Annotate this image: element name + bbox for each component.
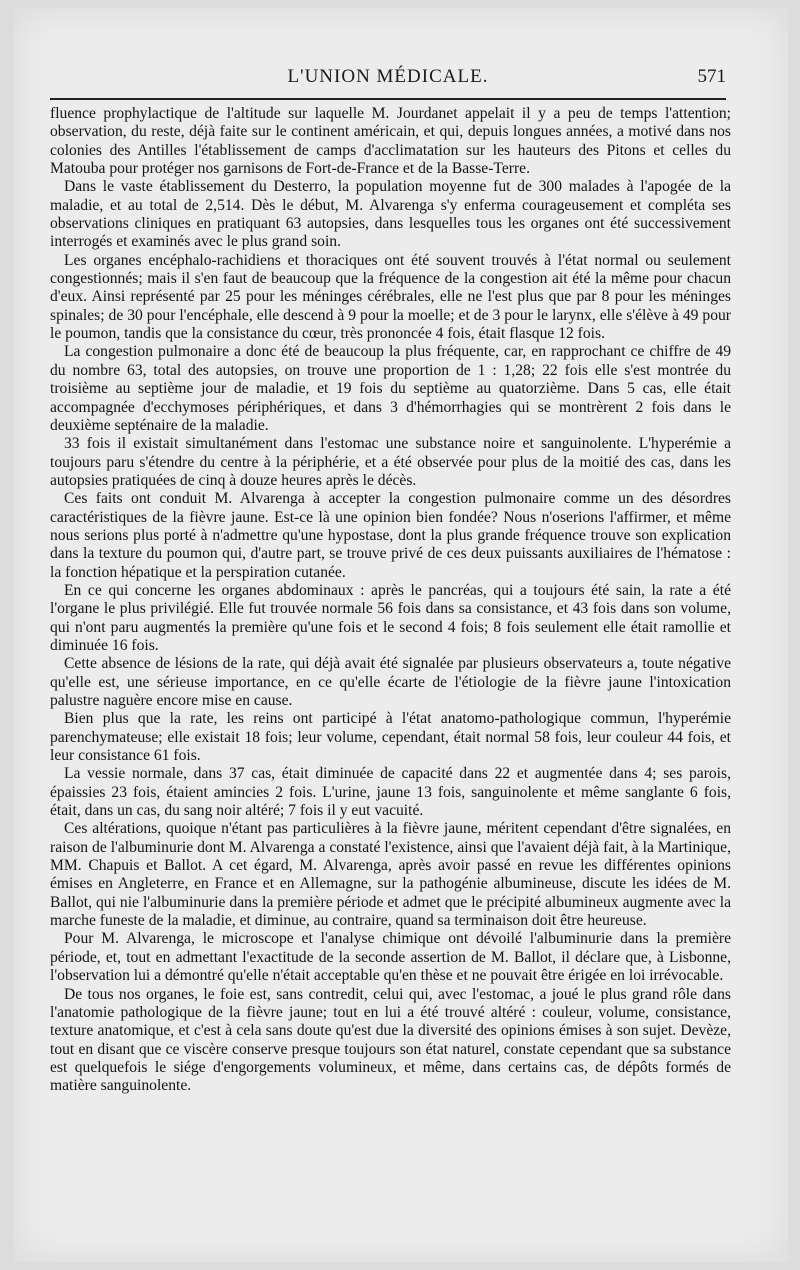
article-body: [50, 105, 731, 1096]
paragraph-4: La congestion pulmonaire a donc été de beaucoup la plus fréquente, car, en rapprochant ce chiffre de 49 du nombre 63, total des autopsies, on trouve une proportion de 1 : 1,28; 22 fois elle s'est montrée du troisième au septième jour de maladie, et 19 fois du septième au quatorzième. Dans 5 cas, elle était accompagnée d'ecchymoses périphériques, et dans 3 d'hémorrhagies qui se montrèrent 2 fois dans le deuxième septénaire de la maladie.: [50, 343, 731, 434]
running-header: [50, 62, 726, 92]
paragraph-2: Dans le vaste établissement du Desterro, la population moyenne fut de 300 malades à l'apogée de la maladie, et au total de 2,514. Dès le début, M. Alvarenga s'y enferma courageusement et compléta ses observations cliniques en pratiquant 63 autopsies, dans lesquelles tous les organes ont été successivement interrogés et examinés avec le plus grand soin.: [50, 178, 731, 251]
paragraph-10: La vessie normale, dans 37 cas, était diminuée de capacité dans 22 et augmentée dans 4; ses parois, épaissies 23 fois, étaient amincies 2 fois. L'urine, jaune 13 fois, sanguinolente et même sanglante 6 fois, était, dans un cas, du sang noir altéré; 7 fois il y eut vacuité.: [50, 765, 731, 820]
paragraph-11: Ces altérations, quoique n'étant pas particulières à la fièvre jaune, méritent cependant d'être signalées, en raison de l'albuminurie dont M. Alvarenga a constaté l'existence, ainsi que l'avaient déjà fait, à la Martinique, MM. Chapuis et Ballot. A cet égard, M. Alvarenga, après avoir passé en revue les différentes opinions émises en Angleterre, en France et en Allemagne, sur la pathogénie albumineuse, discute les idées de M. Ballot, qui nie l'albuminurie dans la première période et admet que le précipité albumineux augmente avec la marche funeste de la maladie, et diminue, au contraire, quand sa terminaison doit être heureuse.: [50, 820, 731, 930]
paragraph-8: Cette absence de lésions de la rate, qui déjà avait été signalée par plusieurs observateurs a, toute négative qu'elle est, une sérieuse importance, en ce qu'elle écarte de l'étiologie de la fièvre jaune l'intoxication palustre naguère encore mise en cause.: [50, 655, 731, 709]
paragraph-1: fluence prophylactique de l'altitude sur laquelle M. Jourdanet appelait il y a peu de temps l'attention; observation, du reste, déjà faite sur le continent américain, et qui, depuis longues années, a motivé dans nos colonies des Antilles l'établissement de camps d'acclimatation sur les hauteurs des Pitons et celles du Matouba pour protéger nos garnisons de Fort-de-France et de la Basse-Terre.: [50, 105, 731, 178]
paragraph-12: Pour M. Alvarenga, le microscope et l'analyse chimique ont dévoilé l'albuminurie dans la première période, et, tout en admettant l'exactitude de la seconde assertion de M. Ballot, il déclare que, à Lisbonne, l'observation lui a démontré qu'elle n'était acceptable qu'en thèse et ne pouvait être érigée en loi irrévocable.: [50, 930, 731, 985]
paragraph-5: 33 fois il existait simultanément dans l'estomac une substance noire et sanguinolente. L'hyperémie a toujours paru s'étendre du centre à la périphérie, et a été observée pour plus de la moitié des cas, dans les autopsies pratiquées de cinq à douze heures après le décès.: [50, 435, 731, 489]
header-rule: [50, 98, 726, 100]
journal-title: L'UNION MÉDICALE.: [287, 66, 489, 87]
paragraph-6: Ces faits ont conduit M. Alvarenga à accepter la congestion pulmonaire comme un des désordres caractéristiques de la fièvre jaune. Est-ce là une opinion bien fondée? Nous n'oserions l'affirmer, et même nous serions plus porté à n'admettre qu'une hypostase, dont la plus grande fréquence trouve son explication dans la texture du poumon qui, d'autre part, se trouve privé de ces deux puissants auxiliaires de l'hématose : la fonction hépatique et la perspiration cutanée.: [50, 490, 731, 581]
paragraph-9: Bien plus que la rate, les reins ont participé à l'état anatomo-pathologique commun, l'hyperémie parenchymateuse; elle existait 18 fois; leur volume, cependant, était normal 58 fois, leur couleur 44 fois, et leur consistance 61 fois.: [50, 710, 731, 765]
paragraph-13: De tous nos organes, le foie est, sans contredit, celui qui, avec l'estomac, a joué le plus grand rôle dans l'anatomie pathologique de la fièvre jaune; tout en lui a été trouvé altéré : couleur, volume, consistance, texture anatomique, et c'est à cela sans doute qu'est due la diversité des opinions émises à son sujet. Devèze, tout en disant que ce viscère conserve presque toujours son état naturel, constate cependant que sa substance est quelquefois le siége d'engorgements volumineux, et même, dans certains cas, de dépôts formés de matière sanguinolente.: [50, 985, 731, 1095]
paragraph-3: Les organes encéphalo-rachidiens et thoraciques ont été souvent trouvés à l'état normal ou seulement congestionnés; mais il s'en faut de beaucoup que la fréquence de la congestion ait été la même pour chacun d'eux. Ainsi représenté par 25 pour les méninges cérébrales, elle ne l'est plus que par 8 pour les méninges spinales; de 30 pour l'encéphale, elle descend à 9 pour la moelle; et de 3 pour le larynx, elle s'élève à 49 pour le poumon, tandis que la consistance du cœur, très prononcée 4 fois, était flasque 12 fois.: [50, 251, 731, 343]
paragraph-7: En ce qui concerne les organes abdominaux : après le pancréas, qui a toujours été sain, la rate a été l'organe le plus privilégié. Elle fut trouvée normale 56 fois dans sa consistance, et 43 fois dans son volume, qui n'ont paru augmentés la première qu'une fois et le second 4 fois; 8 fois seulement elle était ramollie et diminuée 16 fois.: [50, 581, 731, 654]
page-number: 571: [697, 66, 726, 87]
